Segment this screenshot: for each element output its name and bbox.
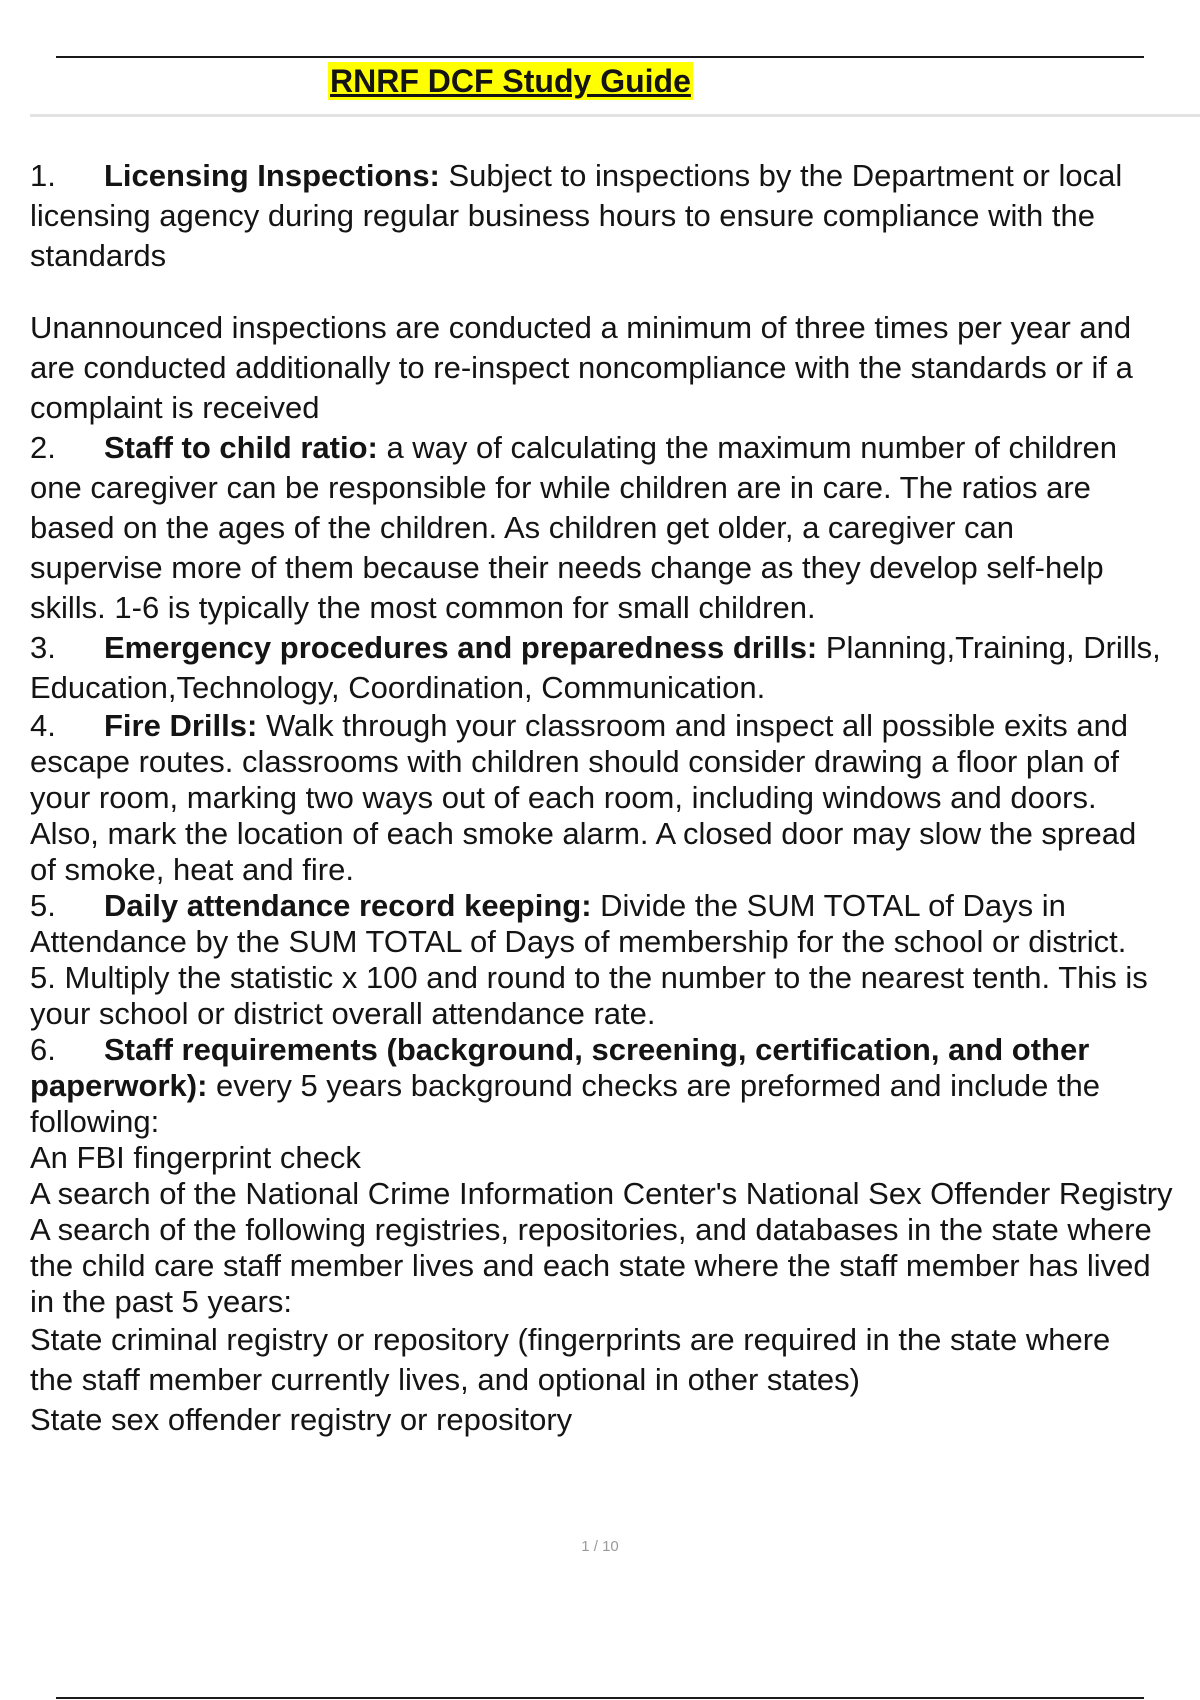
body-line: your room, marking two ways out of each room, including windows and doors.: [30, 780, 1097, 815]
section-text: Walk through your classroom and inspect all possible exits and: [257, 708, 1129, 743]
body-line: following:: [30, 1104, 160, 1139]
section-6-line-2: [30, 1068, 1200, 1104]
section-text: Divide the SUM TOTAL of Days in: [591, 888, 1066, 923]
section-heading: Staff requirements (background, screening, certification, and other: [104, 1032, 1090, 1067]
section-heading-continued: paperwork):: [30, 1068, 208, 1103]
section-3-line-1: [30, 628, 1200, 668]
header-divider: [30, 114, 1200, 117]
document-body: [30, 156, 1200, 1440]
section-heading: Daily attendance record keeping:: [104, 888, 592, 923]
body-line: Attendance by the SUM TOTAL of Days of membership for the school or district.: [30, 924, 1127, 959]
section-text: a way of calculating the maximum number of children: [377, 430, 1117, 465]
body-line: complaint is received: [30, 390, 320, 425]
section-6-line-1: [30, 1032, 1200, 1068]
section-5-line-1: [30, 888, 1200, 924]
body-line: licensing agency during regular business hours to ensure compliance with the: [30, 198, 1095, 233]
page-indicator: 1 / 10: [581, 1538, 619, 1555]
body-line: skills. 1-6 is typically the most common for small children.: [30, 590, 816, 625]
section-number: 1.: [30, 158, 56, 193]
list-line: the child care staff member lives and each state where the staff member has lived: [30, 1248, 1151, 1283]
body-line: Unannounced inspections are conducted a minimum of three times per year and: [30, 310, 1132, 345]
section-4-line-1: [30, 708, 1200, 744]
body-line: of smoke, heat and fire.: [30, 852, 354, 887]
list-line: An FBI fingerprint check: [30, 1140, 361, 1175]
section-text: Subject to inspections by the Department or local: [439, 158, 1123, 193]
list-line: State criminal registry or repository (fingerprints are required in the state where: [30, 1322, 1111, 1357]
section-heading: Emergency procedures and preparedness drills:: [104, 630, 818, 665]
body-line: 5. Multiply the statistic x 100 and round to the number to the nearest tenth. This is: [30, 960, 1148, 995]
section-heading: Licensing Inspections:: [104, 158, 440, 193]
section-1-line-1: [30, 156, 1200, 196]
section-number: 3.: [30, 630, 56, 665]
section-text: Planning,Training, Drills,: [817, 630, 1161, 665]
page-title: RNRF DCF Study Guide: [330, 63, 691, 99]
body-line: standards: [30, 238, 167, 273]
bottom-rule: [56, 1697, 1144, 1699]
section-text: every 5 years background checks are preformed and include the: [207, 1068, 1101, 1103]
section-heading: Fire Drills:: [104, 708, 258, 743]
list-line: A search of the National Crime Information Center's National Sex Offender Registry: [30, 1176, 1173, 1211]
section-number: 2.: [30, 430, 56, 465]
body-line: your school or district overall attendance rate.: [30, 996, 656, 1031]
top-rule: [56, 56, 1144, 58]
body-line: Education,Technology, Coordination, Communication.: [30, 670, 766, 705]
body-line: one caregiver can be responsible for while children are in care. The ratios are: [30, 470, 1091, 505]
list-line: the staff member currently lives, and optional in other states): [30, 1362, 860, 1397]
section-number: 5.: [30, 888, 56, 923]
body-line: based on the ages of the children. As children get older, a caregiver can: [30, 510, 1015, 545]
section-heading: Staff to child ratio:: [104, 430, 378, 465]
body-line: supervise more of them because their needs change as they develop self-help: [30, 550, 1104, 585]
list-line: in the past 5 years:: [30, 1284, 292, 1319]
section-2-line-1: [30, 428, 1200, 468]
section-number: 6.: [30, 1032, 56, 1067]
list-line: State sex offender registry or repository: [30, 1402, 573, 1437]
body-line: Also, mark the location of each smoke alarm. A closed door may slow the spread: [30, 816, 1137, 851]
paragraph-gap: [30, 276, 1200, 308]
body-line: escape routes. classrooms with children should consider drawing a floor plan of: [30, 744, 1120, 779]
body-line: are conducted additionally to re-inspect noncompliance with the standards or if a: [30, 350, 1133, 385]
list-line: A search of the following registries, repositories, and databases in the state where: [30, 1212, 1152, 1247]
section-number: 4.: [30, 708, 56, 743]
